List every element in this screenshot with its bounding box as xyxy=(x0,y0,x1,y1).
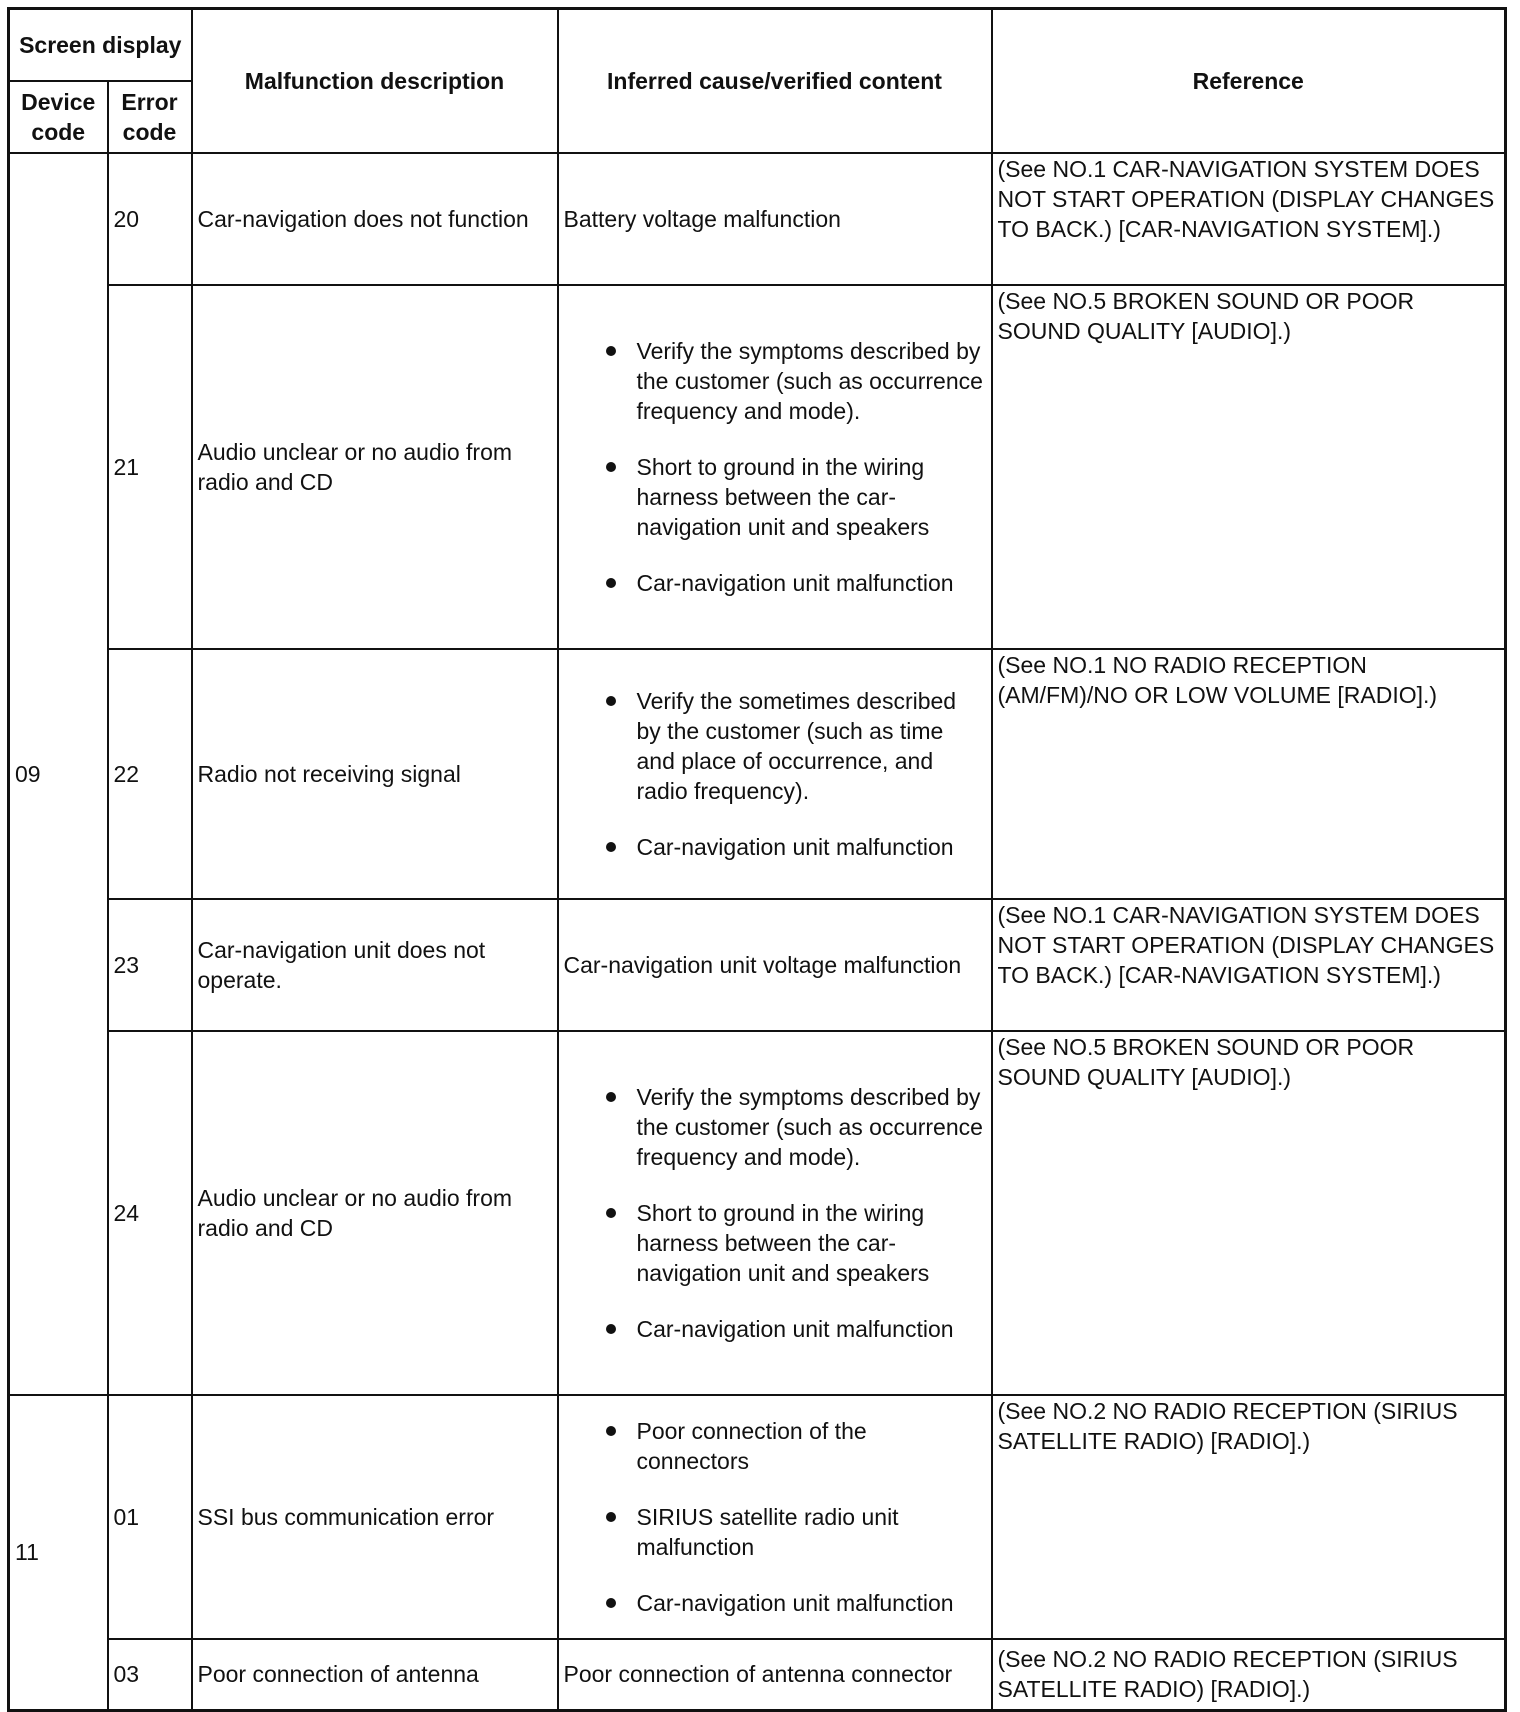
reference-cell: (See NO.1 NO RADIO RECEPTION (AM/FM)/NO OR LOW VOLUME [RADIO].) xyxy=(992,649,1506,899)
reference-cell: (See NO.1 CAR-NAVIGATION SYSTEM DOES NOT START OPERATION (DISPLAY CHANGES TO BACK.) [CAR-NAVIGATION SYSTEM].) xyxy=(992,153,1506,285)
table-row xyxy=(9,1031,1506,1395)
cause-list xyxy=(564,336,986,598)
cause-list-item: Verify the symptoms described by the customer (such as occurrence frequency and mode). xyxy=(564,1082,986,1172)
malfunction-cell: Radio not receiving signal xyxy=(192,649,558,899)
error-code-cell: 03 xyxy=(108,1639,192,1711)
table-row xyxy=(9,899,1506,1031)
reference-cell: (See NO.2 NO RADIO RECEPTION (SIRIUS SATELLITE RADIO) [RADIO].) xyxy=(992,1395,1506,1639)
table-row xyxy=(9,1639,1506,1711)
header-malfunction: Malfunction description xyxy=(192,9,558,153)
error-code-cell: 22 xyxy=(108,649,192,899)
cause-list-item: Car-navigation unit malfunction xyxy=(564,568,986,598)
table-body xyxy=(9,153,1506,1711)
malfunction-table xyxy=(7,7,1507,1712)
cause-list xyxy=(564,1416,986,1618)
header-reference: Reference xyxy=(992,9,1506,153)
malfunction-cell: Audio unclear or no audio from radio and CD xyxy=(192,1031,558,1395)
cause-list-item: Short to ground in the wiring harness between the car-navigation unit and speakers xyxy=(564,452,986,542)
device-code-cell: 09 xyxy=(9,153,108,1395)
malfunction-cell: SSI bus communication error xyxy=(192,1395,558,1639)
reference-cell: (See NO.1 CAR-NAVIGATION SYSTEM DOES NOT START OPERATION (DISPLAY CHANGES TO BACK.) [CAR-NAVIGATION SYSTEM].) xyxy=(992,899,1506,1031)
cause-cell xyxy=(558,153,992,285)
table-row xyxy=(9,285,1506,649)
error-code-cell: 24 xyxy=(108,1031,192,1395)
malfunction-cell: Audio unclear or no audio from radio and CD xyxy=(192,285,558,649)
cause-list-item: Car-navigation unit malfunction xyxy=(564,1588,986,1618)
malfunction-cell: Poor connection of antenna xyxy=(192,1639,558,1711)
error-code-cell: 21 xyxy=(108,285,192,649)
cause-list-item: Poor connection of the connectors xyxy=(564,1416,986,1476)
table-header xyxy=(9,9,1506,153)
cause-list-item: SIRIUS satellite radio unit malfunction xyxy=(564,1502,986,1562)
error-code-cell: 20 xyxy=(108,153,192,285)
table-row xyxy=(9,1395,1506,1639)
header-screen-display: Screen display xyxy=(9,9,192,81)
cause-list-item: Verify the symptoms described by the customer (such as occurrence frequency and mode). xyxy=(564,336,986,426)
malfunction-cell: Car-navigation does not function xyxy=(192,153,558,285)
header-device-code: Device code xyxy=(9,81,108,153)
cause-text: Car-navigation unit voltage malfunction xyxy=(563,951,962,978)
malfunction-cell: Car-navigation unit does not operate. xyxy=(192,899,558,1031)
error-code-cell: 01 xyxy=(108,1395,192,1639)
cause-list xyxy=(564,686,986,862)
error-code-cell: 23 xyxy=(108,899,192,1031)
cause-list-item: Car-navigation unit malfunction xyxy=(564,1314,986,1344)
cause-list-item: Short to ground in the wiring harness between the car-navigation unit and speakers xyxy=(564,1198,986,1288)
cause-text: Battery voltage malfunction xyxy=(563,205,841,232)
header-cause: Inferred cause/verified content xyxy=(558,9,992,153)
cause-cell xyxy=(558,649,992,899)
cause-cell xyxy=(558,285,992,649)
cause-list-item: Verify the sometimes described by the customer (such as time and place of occurrence, and radio frequency). xyxy=(564,686,986,806)
cause-text: Poor connection of antenna connector xyxy=(563,1661,953,1688)
table-row xyxy=(9,153,1506,285)
cause-cell xyxy=(558,1639,992,1711)
cause-list-item: Car-navigation unit malfunction xyxy=(564,832,986,862)
cause-cell xyxy=(558,899,992,1031)
cause-cell xyxy=(558,1031,992,1395)
table-row xyxy=(9,649,1506,899)
reference-cell: (See NO.2 NO RADIO RECEPTION (SIRIUS SATELLITE RADIO) [RADIO].) xyxy=(992,1639,1506,1711)
cause-cell xyxy=(558,1395,992,1639)
cause-list xyxy=(564,1082,986,1344)
header-error-code: Error code xyxy=(108,81,192,153)
reference-cell: (See NO.5 BROKEN SOUND OR POOR SOUND QUALITY [AUDIO].) xyxy=(992,285,1506,649)
device-code-cell: 11 xyxy=(9,1395,108,1711)
reference-cell: (See NO.5 BROKEN SOUND OR POOR SOUND QUALITY [AUDIO].) xyxy=(992,1031,1506,1395)
